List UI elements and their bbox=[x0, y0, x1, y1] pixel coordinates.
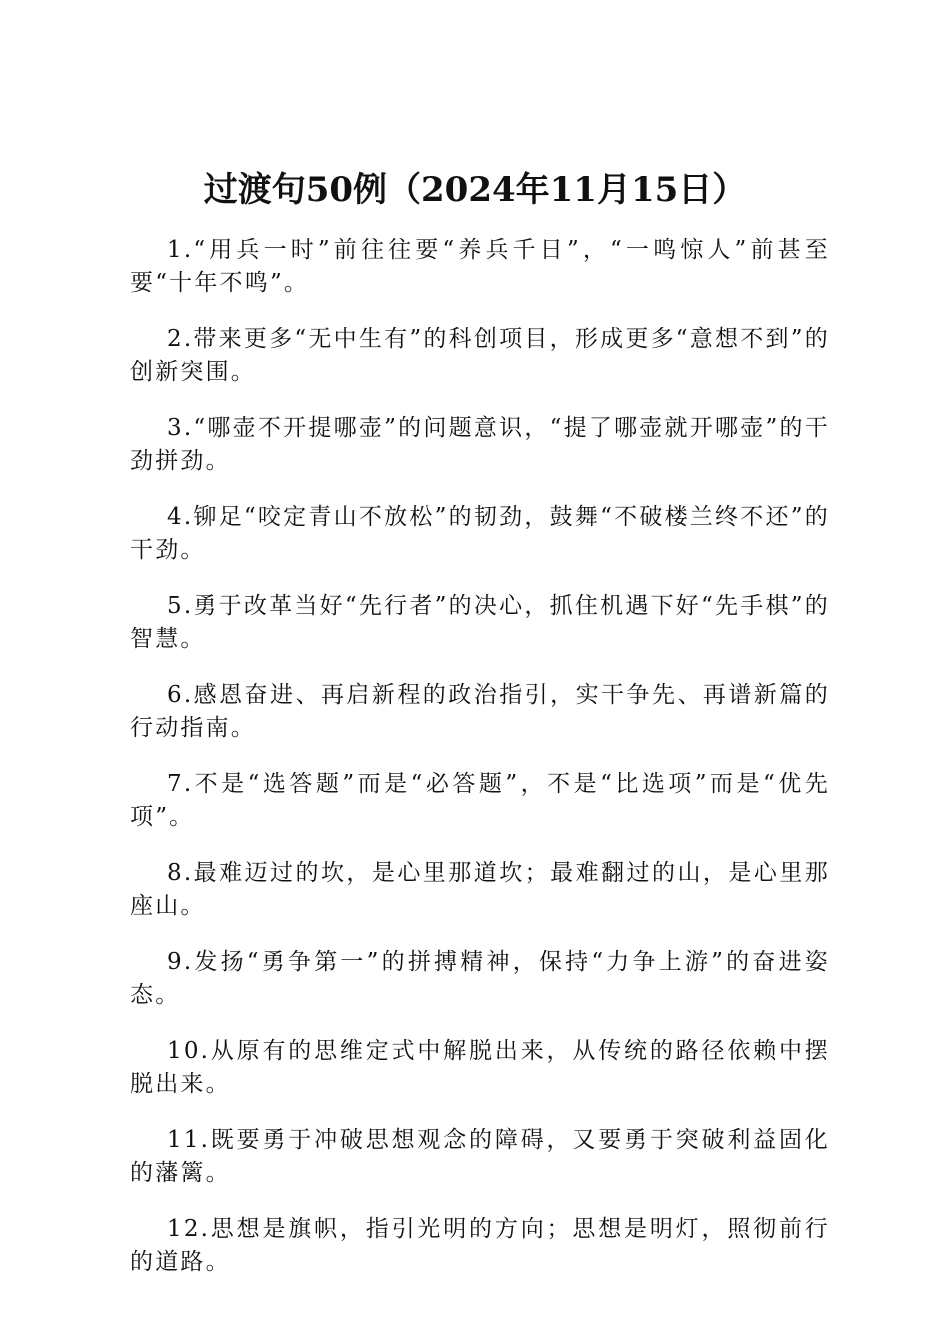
list-item: 2.带来更多“无中生有”的科创项目，形成更多“意想不到”的创新突围。 bbox=[130, 326, 830, 385]
list-item: 12.思想是旗帜，指引光明的方向；思想是明灯，照彻前行的道路。 bbox=[130, 1216, 830, 1275]
list-item: 11.既要勇于冲破思想观念的障碍，又要勇于突破利益固化的藩篱。 bbox=[130, 1127, 830, 1186]
list-item: 8.最难迈过的坎，是心里那道坎；最难翻过的山，是心里那座山。 bbox=[130, 860, 830, 919]
list-item: 3.“哪壶不开提哪壶”的问题意识，“提了哪壶就开哪壶”的干劲拼劲。 bbox=[130, 415, 830, 474]
list-item: 9.发扬“勇争第一”的拼搏精神，保持“力争上游”的奋进姿态。 bbox=[130, 949, 830, 1008]
list-item: 5.勇于改革当好“先行者”的决心，抓住机遇下好“先手棋”的智慧。 bbox=[130, 593, 830, 652]
document-title: 过渡句50例（2024年11月15日） bbox=[203, 170, 747, 210]
list-item: 4.铆足“咬定青山不放松”的韧劲，鼓舞“不破楼兰终不还”的干劲。 bbox=[130, 504, 830, 563]
list-item: 6.感恩奋进、再启新程的政治指引，实干争先、再谱新篇的行动指南。 bbox=[130, 682, 830, 741]
list-item: 7.不是“选答题”而是“必答题”，不是“比选项”而是“优先项”。 bbox=[130, 771, 830, 830]
sentence-list bbox=[130, 234, 830, 1302]
list-item: 1.“用兵一时”前往往要“养兵千日”，“一鸣惊人”前甚至要“十年不鸣”。 bbox=[130, 237, 830, 296]
list-item: 10.从原有的思维定式中解脱出来，从传统的路径依赖中摆脱出来。 bbox=[130, 1038, 830, 1097]
